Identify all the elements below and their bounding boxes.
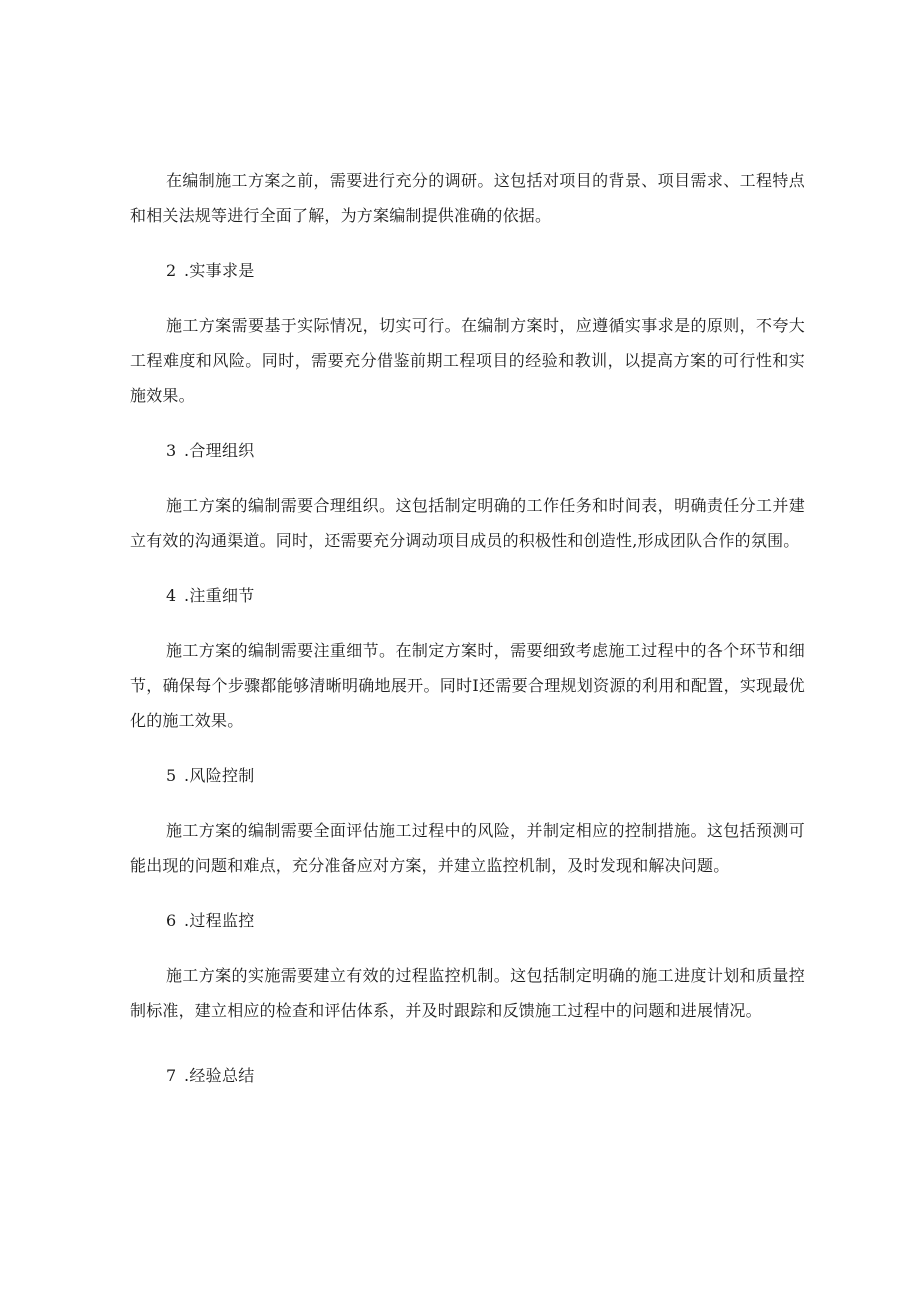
- section-heading-2: [130, 253, 805, 288]
- section-number: 7: [166, 1066, 177, 1085]
- section-title: .风险控制: [184, 766, 255, 785]
- section-heading-5: [130, 758, 805, 793]
- section-heading-4: [130, 578, 805, 613]
- paragraph-section-6: 施工方案的实施需要建立有效的过程监控机制。这包括制定明确的施工进度计划和质量控制标准，建立相应的检查和评估体系，并及时跟踪和反馈施工过程中的问题和进展情况。: [130, 966, 805, 1020]
- section-heading-7: [130, 1058, 805, 1093]
- section-title: .过程监控: [184, 911, 255, 930]
- section-title: .经验总结: [184, 1066, 255, 1085]
- section-heading-6: [130, 903, 805, 938]
- paragraph-section-4: 施工方案的编制需要注重细节。在制定方案时，需要细致考虑施工过程中的各个环节和细节，确保每个步骤都能够清晰明确地展开。同时I还需要合理规划资源的利用和配置，实现最优化的施工效果。: [130, 641, 805, 730]
- section-title: .实事求是: [184, 261, 255, 280]
- section-number: 5: [166, 766, 177, 785]
- section-title: .合理组织: [184, 441, 255, 460]
- paragraph-section-2: 施工方案需要基于实际情况，切实可行。在编制方案时，应遵循实事求是的原则，不夸大工程难度和风险。同时，需要充分借鉴前期工程项目的经验和教训，以提高方案的可行性和实施效果。: [130, 316, 805, 405]
- section-number: 3: [166, 441, 177, 460]
- document-body: [130, 163, 805, 1093]
- paragraph-section-5: 施工方案的编制需要全面评估施工过程中的风险，并制定相应的控制措施。这包括预测可能出现的问题和难点，充分准备应对方案，并建立监控机制，及时发现和解决问题。: [130, 821, 805, 875]
- paragraph-research: 在编制施工方案之前，需要进行充分的调研。这包括对项目的背景、项目需求、工程特点和相关法规等进行全面了解，为方案编制提供准确的依据。: [130, 171, 805, 225]
- section-number: 2: [166, 261, 177, 280]
- section-number: 6: [166, 911, 177, 930]
- section-title: .注重细节: [184, 586, 255, 605]
- paragraph-section-3: 施工方案的编制需要合理组织。这包括制定明确的工作任务和时间表，明确责任分工并建立有效的沟通渠道。同时，还需要充分调动项目成员的积极性和创造性,形成团队合作的氛围。: [130, 496, 805, 550]
- section-number: 4: [166, 586, 177, 605]
- section-heading-3: [130, 433, 805, 468]
